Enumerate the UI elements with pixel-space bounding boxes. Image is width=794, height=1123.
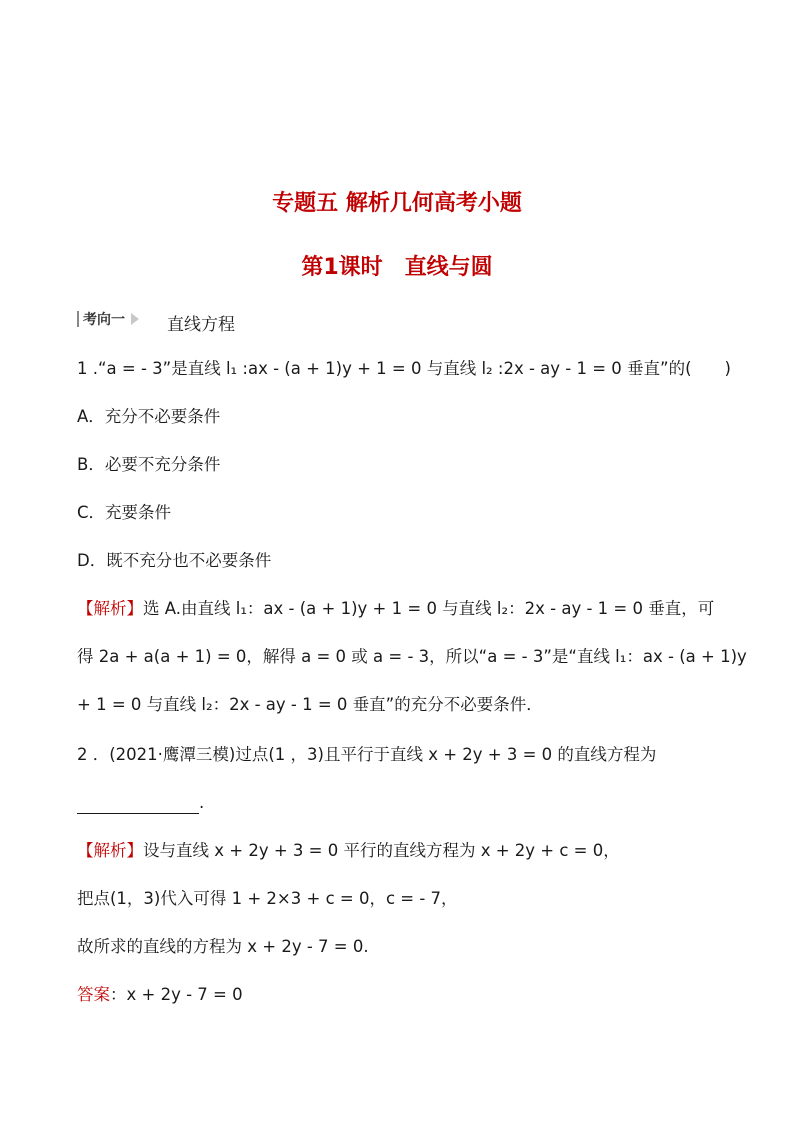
q2-stem: 2 ．(2021·鹰潭三模)过点(1 ，3)且平行于直线 x + 2y + 3 = 0 的直线方程为: [77, 745, 657, 764]
q1-analysis-line-1: [77, 598, 754, 620]
q2-analysis-line-3: 故所求的直线的方程为 x + 2y - 7 = 0.: [77, 937, 369, 956]
q1-stem: 1 .“a = - 3”是直线 l₁ :ax - (a + 1)y + 1 = 0 与直线 l₂ :2x - ay - 1 = 0 垂直”的( ): [77, 359, 731, 378]
q2-answer: [77, 984, 754, 1006]
lesson-title: 第1课时 直线与圆: [301, 255, 493, 280]
q1-analysis-line-2: 得 2a + a(a + 1) = 0，解得 a = 0 或 a = - 3，所以“a = - 3”是“直线 l₁：ax - (a + 1)y: [77, 647, 747, 666]
q1-analysis-line-3: + 1 = 0 与直线 l₂：2x - ay - 1 = 0 垂直”的充分不必要条件．: [77, 695, 543, 714]
answer-blank: [77, 799, 199, 814]
page-title: 专题五 解析几何高考小题: [272, 191, 522, 216]
section-badge: [77, 308, 139, 330]
triangle-icon: [131, 313, 139, 325]
analysis-text: 选 A.由直线 l₁：ax - (a + 1)y + 1 = 0 与直线 l₂：2x - ay - 1 = 0 垂直，可: [143, 599, 715, 618]
analysis-tag: 【解析】: [77, 599, 143, 618]
q1-option-a: A．充分不必要条件: [77, 407, 221, 426]
q2-analysis-line-1: [77, 840, 754, 862]
answer-text: ：x + 2y - 7 = 0: [110, 985, 243, 1004]
analysis-tag: 【解析】: [77, 841, 143, 860]
q2-analysis-line-2: 把点(1，3)代入可得 1 + 2×3 + c = 0，c = - 7，: [77, 889, 458, 908]
q1-option-d: D．既不充分也不必要条件: [77, 551, 272, 570]
answer-tag: 答案: [77, 985, 110, 1004]
analysis-text: 设与直线 x + 2y + 3 = 0 平行的直线方程为 x + 2y + c = 0，: [143, 841, 620, 860]
q2-blank-line: [77, 792, 754, 814]
blank-end: .: [199, 793, 205, 812]
q1-option-b: B．必要不充分条件: [77, 455, 221, 474]
section-title: 直线方程: [167, 315, 235, 335]
q1-option-c: C．充要条件: [77, 503, 172, 522]
section-label: 考向一: [83, 312, 125, 328]
section-bar: [77, 311, 79, 327]
